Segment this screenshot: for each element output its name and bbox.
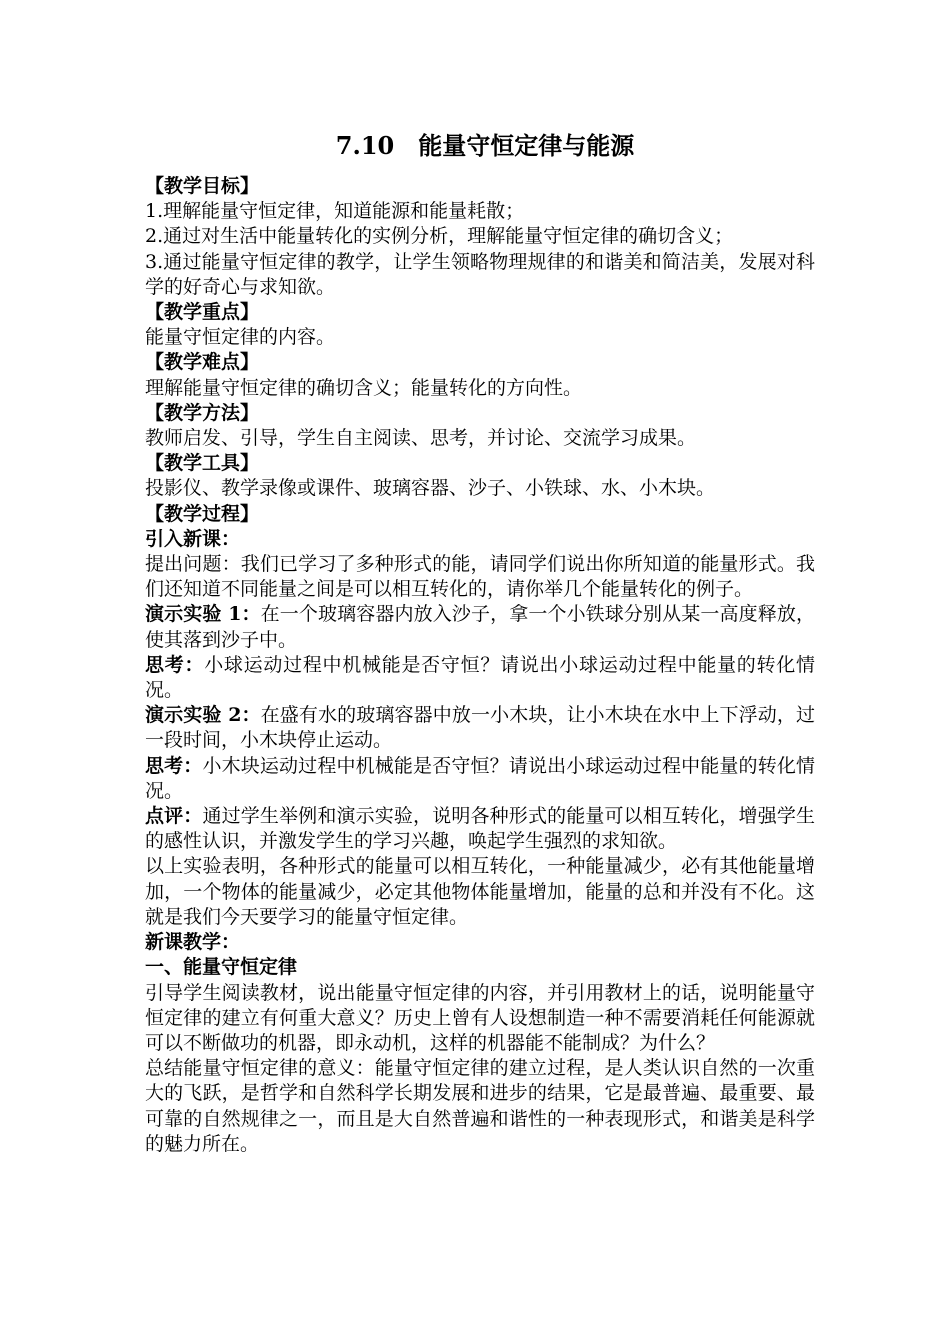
think-2-label: 思考：: [145, 754, 203, 777]
think-1: [145, 653, 815, 703]
key-heading: 【教学重点】: [145, 301, 260, 324]
comment-label: 点评：: [145, 805, 203, 828]
tool-text: 投影仪、教学录像或课件、玻璃容器、沙子、小铁球、水、小木块。: [145, 477, 716, 500]
lesson-heading: 新课教学：: [145, 931, 241, 954]
think-2: [145, 754, 815, 804]
experiment-1: [145, 602, 815, 652]
intro-question: 提出问题：我们已学习了多种形式的能，请同学们说出你所知道的能量形式。我们还知道不同能量之间是可以相互转化的，请你举几个能量转化的例子。: [145, 553, 815, 601]
goal-item: 2.通过对生活中能量转化的实例分析，理解能量守恒定律的确切含义；: [145, 225, 734, 248]
experiment-2-text: 在盛有水的玻璃容器中放一小木块，让小木块在水中上下浮动，过一段时间，小木块停止运动。: [145, 704, 815, 752]
intro-conclusion: 以上实验表明，各种形式的能量可以相互转化，一种能量减少，必有其他能量增加，一个物体的能量减少，必定其他物体能量增加，能量的总和并没有不化。这就是我们今天要学习的能量守恒定律。: [145, 855, 815, 928]
think-1-text: 小球运动过程中机械能是否守恒？请说出小球运动过程中能量的转化情况。: [145, 653, 815, 702]
key-text: 能量守恒定律的内容。: [145, 326, 336, 349]
method-heading: 【教学方法】: [145, 401, 260, 424]
think-1-label: 思考：: [145, 653, 205, 676]
document-page: [145, 128, 815, 1157]
goal-item: 1.理解能量守恒定律，知道能源和能量耗散；: [145, 200, 525, 223]
experiment-2: [145, 703, 815, 753]
lesson-paragraph: 总结能量守恒定律的意义：能量守恒定律的建立过程，是人类认识自然的一次重大的飞跃，是哲学和自然科学长期发展和进步的结果，它是最普遍、最重要、最可靠的自然规律之一，而且是大自然普遍和谐性的一种表现形式，和谐美是科学的魅力所在。: [145, 1057, 815, 1155]
comment-text: 通过学生举例和演示实验，说明各种形式的能量可以相互转化，增强学生的感性认识，并激发学生的学习兴趣，唤起学生强烈的求知欲。: [145, 805, 815, 853]
intro-heading: 引入新课：: [145, 527, 241, 550]
lesson-subheading: 一、能量守恒定律: [145, 956, 298, 979]
experiment-1-text: 在一个玻璃容器内放入沙子，拿一个小铁球分别从某一高度释放，使其落到沙子中。: [145, 603, 815, 651]
experiment-1-label: 演示实验 1：: [145, 603, 261, 626]
experiment-2-label: 演示实验 2：: [145, 704, 261, 727]
goal-item: 3.通过能量守恒定律的教学，让学生领略物理规律的和谐美和简洁美，发展对科学的好奇心与求知欲。: [145, 250, 815, 298]
difficulty-heading: 【教学难点】: [145, 351, 260, 374]
comment: [145, 804, 815, 854]
goal-heading: 【教学目标】: [145, 175, 260, 197]
think-2-text: 小木块运动过程中机械能是否守恒？请说出小球运动过程中能量的转化情况。: [145, 754, 815, 802]
method-text: 教师启发、引导，学生自主阅读、思考，并讨论、交流学习成果。: [145, 427, 697, 450]
lesson-paragraph: 引导学生阅读教材，说出能量守恒定律的内容，并引用教材上的话，说明能量守恒定律的建立有何重大意义？历史上曾有人设想制造一种不需要消耗任何能源就可以不断做功的机器，即永动机，这样的机器能不能制成？为什么？: [145, 981, 815, 1054]
difficulty-text: 理解能量守恒定律的确切含义；能量转化的方向性。: [145, 376, 583, 399]
tool-heading: 【教学工具】: [145, 452, 260, 475]
process-heading: 【教学过程】: [145, 502, 260, 525]
document-title: 7.10 能量守恒定律与能源: [335, 131, 635, 160]
